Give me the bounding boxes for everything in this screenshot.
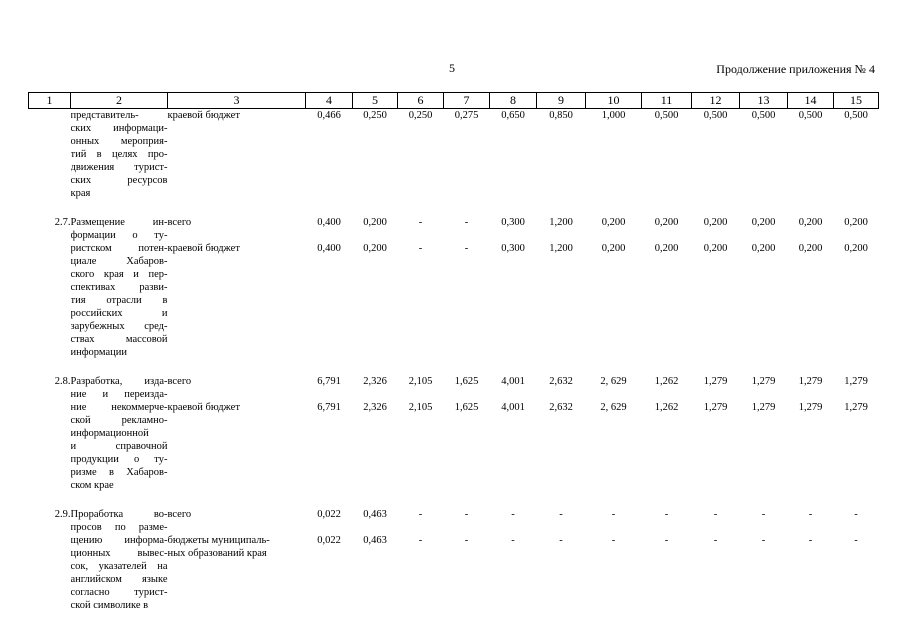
value: - [854,535,858,546]
value: 0,466 [317,110,341,121]
value: 1,279 [751,376,776,387]
value: 0,500 [654,110,679,121]
value-cell [444,375,490,492]
value: 0,200 [363,243,387,254]
item-number: 2.7. [54,217,71,228]
value-cell [306,109,353,201]
value: 2,632 [549,402,573,413]
value: 2,632 [549,376,573,387]
funding-source-line: всего [167,509,192,520]
value-cell [306,508,353,612]
value: 0,200 [844,243,868,254]
value: - [854,509,858,520]
description-line: Разработка, изда- [70,376,168,387]
description-line: английском языке [70,574,168,585]
value: 0,200 [601,217,626,228]
column-header: 12 [692,93,740,109]
value-cell [642,109,692,201]
value-cell [642,375,692,492]
value: - [418,535,423,546]
description-line: формации о ту- [70,230,168,241]
value: 0,850 [549,110,573,121]
page-number: 5 [449,61,455,75]
description-line: щению информа- [70,535,168,546]
description-line: ской символике в [70,600,149,611]
value-cell [444,508,490,612]
spacer-cell [29,359,879,375]
value: 2, 629 [600,402,627,413]
description-line: ских ресурсов [70,175,168,186]
value: 6,791 [317,376,341,387]
item-description [71,216,168,359]
value: - [808,509,813,520]
value-cell [834,216,879,359]
row-spacer [29,200,879,216]
value: - [761,509,766,520]
value: 0,300 [501,217,525,228]
value: - [418,243,423,254]
value: 1,279 [844,402,868,413]
value-cell [353,109,398,201]
value: - [418,217,423,228]
value-cell [642,216,692,359]
description-line: движения турист- [70,162,168,173]
value: 0,400 [317,243,341,254]
value: - [511,535,515,546]
description-line: ском крае [70,480,114,491]
value: 0,463 [363,509,387,520]
row-spacer [29,359,879,375]
value: - [808,535,813,546]
value-cell [490,109,537,201]
value-cell [353,375,398,492]
value-cell [740,216,788,359]
value: - [611,509,616,520]
value-cell [444,109,490,201]
description-line: представитель- [70,110,139,121]
description-line: информации [70,347,127,358]
continuation-label: Продолжение приложения № 4 [716,62,875,76]
spacer-cell [29,200,879,216]
value: 0,500 [703,110,728,121]
value-cell [490,216,537,359]
value: 0,200 [363,217,387,228]
value: - [464,509,469,520]
value: 4,001 [501,402,525,413]
description-line: ционных вывес- [70,548,168,559]
description-line: ского края и пер- [70,269,168,280]
funding-source [168,216,306,359]
value-cell [537,375,586,492]
description-line: российских и [70,308,168,319]
value: 1,279 [844,376,868,387]
funding-source [168,109,306,201]
column-header: 3 [168,93,306,109]
value-cell [740,109,788,201]
header-row [29,93,879,109]
value: - [713,535,718,546]
value-cell [353,216,398,359]
value-cell [490,375,537,492]
value: 1,279 [703,402,728,413]
value-cell [788,508,834,612]
value: 0,022 [317,535,341,546]
value: 0,463 [363,535,387,546]
description-line: зарубежных сред- [70,321,168,332]
value-cell [586,109,642,201]
value: - [664,509,669,520]
value-cell [398,375,444,492]
table-row [29,109,879,201]
value-cell [586,216,642,359]
value: 0,200 [751,243,776,254]
value: 1,000 [601,110,626,121]
value-cell [834,375,879,492]
description-line: сок, указателей на [70,561,168,572]
value: 1,279 [703,376,728,387]
value: 4,001 [501,376,525,387]
value: 0,200 [751,217,776,228]
item-number: 2.9. [54,509,71,520]
description-line: просов по разме- [70,522,168,533]
value-cell [692,508,740,612]
funding-source-line: всего [167,217,192,228]
table-row [29,375,879,492]
value: 0,500 [751,110,776,121]
description-line: ние некоммерче- [70,402,168,413]
item-description [71,375,168,492]
value-cell [788,375,834,492]
value-cell [537,508,586,612]
funding-source [168,375,306,492]
column-header: 13 [740,93,788,109]
value-cell [398,109,444,201]
value: - [559,509,563,520]
description-line: ствах массовой [70,334,168,345]
item-description [71,109,168,201]
description-line: онных мероприя- [70,136,168,147]
value: - [559,535,563,546]
column-header: 14 [788,93,834,109]
description-line: тия отрасли в [70,295,168,306]
budget-table [28,92,879,612]
funding-source-line: ных образований края [167,548,267,559]
column-header: 6 [398,93,444,109]
value-cell [306,216,353,359]
row-spacer [29,492,879,508]
table-body [29,109,879,613]
value: 1,279 [798,376,823,387]
value: 0,500 [798,110,823,121]
value-cell [490,508,537,612]
description-line: циале Хабаров- [70,256,168,267]
description-line: спективах разви- [70,282,168,293]
value: 0,400 [317,217,341,228]
value: 1,262 [654,376,679,387]
value: 1,625 [454,402,479,413]
value-cell [834,508,879,612]
value-cell [306,375,353,492]
value: 0,250 [408,110,433,121]
value: 0,300 [501,243,525,254]
description-line: Проработка во- [70,509,168,520]
description-line: информационной [70,428,149,439]
description-line: Размещение ин- [70,217,168,228]
column-header: 9 [537,93,586,109]
value: 0,200 [703,217,728,228]
description-line: и справочной [70,441,168,452]
funding-source-line: краевой бюджет [167,402,240,413]
value-cell [788,109,834,201]
value-cell [834,109,879,201]
description-line: края [70,188,91,199]
value: 0,250 [363,110,387,121]
value: 2,326 [363,376,387,387]
funding-source-line: бюджеты муниципаль- [167,535,270,546]
value: 6,791 [317,402,341,413]
value: 0,200 [654,217,679,228]
item-number: 2.8. [54,376,71,387]
value: 0,200 [654,243,679,254]
value-cell [692,216,740,359]
value-cell [740,375,788,492]
spacer-cell [29,492,879,508]
description-line: ских информаци- [70,123,168,134]
description-line: согласно турист- [70,587,168,598]
value: 0,650 [501,110,525,121]
value: 1,200 [549,243,573,254]
column-header: 7 [444,93,490,109]
value-cell [398,216,444,359]
value-cell [444,216,490,359]
value: 0,200 [601,243,626,254]
value: - [464,217,469,228]
value: 0,200 [844,217,868,228]
value: - [611,535,616,546]
funding-source-line: всего [167,376,192,387]
value-cell [642,508,692,612]
column-header: 11 [642,93,692,109]
value-cell [692,375,740,492]
value-cell [586,508,642,612]
value: 0,275 [454,110,479,121]
value: 1,625 [454,376,479,387]
value-cell [353,508,398,612]
value: - [418,509,423,520]
value: 0,500 [844,110,868,121]
value: 1,279 [751,402,776,413]
column-header: 8 [490,93,537,109]
description-line: продукции о ту- [70,454,168,465]
description-line: ризме в Хабаров- [70,467,168,478]
value: 0,200 [798,217,823,228]
column-header: 5 [353,93,398,109]
value: 1,262 [654,402,679,413]
value: 2,105 [408,376,433,387]
value: - [511,509,515,520]
table-row [29,508,879,612]
description-line: ской рекламно- [70,415,168,426]
column-header: 15 [834,93,879,109]
value-cell [692,109,740,201]
value: 2,105 [408,402,433,413]
value-cell [398,508,444,612]
description-line: ристском потен- [70,243,168,254]
value: 0,022 [317,509,341,520]
value: - [464,535,469,546]
value: 0,200 [798,243,823,254]
value-cell [537,109,586,201]
value-cell [788,216,834,359]
value-cell [740,508,788,612]
funding-source [168,508,306,612]
value: 0,200 [703,243,728,254]
item-description [71,508,168,612]
value: - [713,509,718,520]
column-header: 1 [29,93,71,109]
value-cell [537,216,586,359]
description-line: тий в целях про- [70,149,168,160]
value: 1,279 [798,402,823,413]
value: - [464,243,469,254]
description-line: ние и переизда- [70,389,168,400]
value: 1,200 [549,217,573,228]
value: - [761,535,766,546]
value: - [664,535,669,546]
funding-source-line: краевой бюджет [167,110,240,121]
column-header: 4 [306,93,353,109]
column-header: 2 [71,93,168,109]
column-header: 10 [586,93,642,109]
item-number [29,109,71,201]
value-cell [586,375,642,492]
table-row [29,216,879,359]
value: 2, 629 [600,376,627,387]
value: 2,326 [363,402,387,413]
funding-source-line: краевой бюджет [167,243,240,254]
